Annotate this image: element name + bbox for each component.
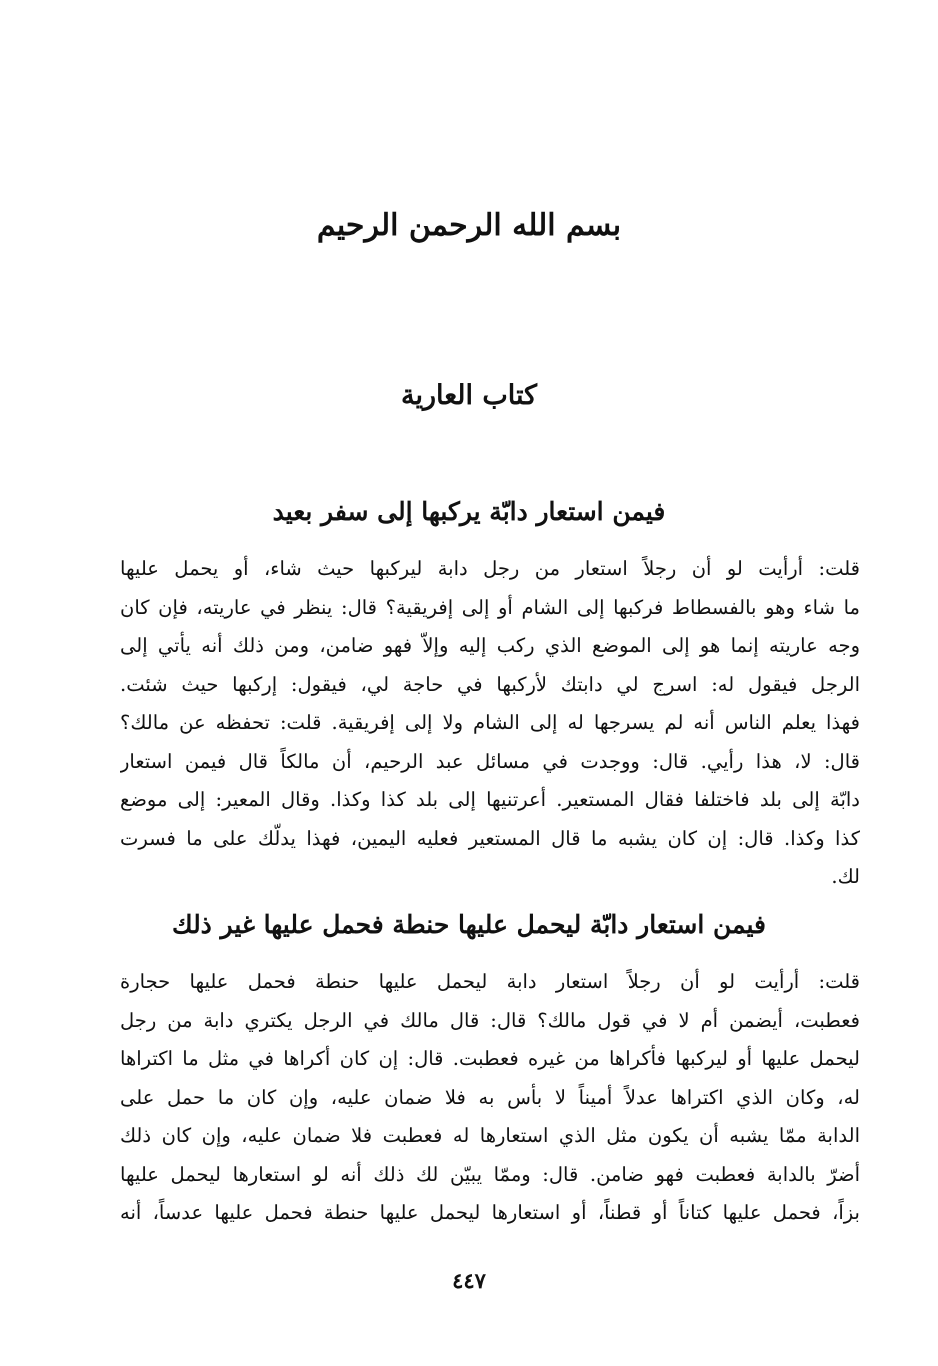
page-number: ٤٤٧ [452,1268,486,1293]
text-line: وجه عاريته إنما هو إلى الموضع الذي ركب إليه وإلاّ فهو ضامن، ومن ذلك أنه يأتي إلى [120,634,860,657]
section-body [120,963,860,1233]
text-line: الرجل فيقول له: اسرج لي دابتك لأركبها في حاجة لي، فيقول: إركبها حيث شئت. [120,672,860,696]
text-line: الدابة ممّا يشبه أن يكون مثل الذي استعارها له فعطبت فلا ضمان عليه، وإن كان ذلك [120,1124,860,1147]
text-line: قلت: أرأيت لو أن رجلاً استعار من رجل دابة ليركبها حيث شاء، أو يحمل عليها [120,557,860,580]
text-line: فعطبت، أيضمن أم لا في قول مالك؟ قال: قال مالك في الرجل يكتري دابة من رجل [120,1008,860,1032]
text-line: بزاً، فحمل عليها كتاناً أو قطناً، أو استعارها ليحمل عليها حنطة فحمل عليها عدساً، أنه [120,1201,860,1224]
text-line: ما شاء وهو بالفسطاط فركبها إلى الشام أو إلى إفريقية؟ قال: ينظر في عاريته، فإن كان [120,595,860,619]
text-line: كذا وكذا. قال: إن كان يشبه ما قال المستعير فعليه اليمين، فهذا يدلّك على ما فسرت [120,826,860,850]
section-heading: فيمن استعار دابّة يركبها إلى سفر بعيد [272,497,666,526]
text-line: قال: لا، هذا رأيي. قال: ووجدت في مسائل عبد الرحيم، أن مالكاً قال فيمن استعار [120,749,860,773]
section-body [120,550,860,897]
basmala: بسم الله الرحمن الرحيم [316,208,622,243]
section-heading: فيمن استعار دابّة ليحمل عليها حنطة فحمل عليها غير ذلك [172,910,766,939]
text-line: أضرّ بالدابة فعطبت فهو ضامن. قال: وممّا يبيّن لك ذلك أنه لو استعارها ليحمل عليها [120,1162,860,1186]
text-line: له، وكان الذي اكتراها عدلاً أميناً لا بأس به فلا ضمان عليه، وإن كان ما حمل على [120,1085,860,1109]
text-line: دابّة إلى بلد فاختلفا فقال المستعير. أعرتنيها إلى بلد كذا وكذا. وقال المعير: إلى موضع [120,788,860,811]
text-line: لك. [831,865,860,888]
text-line: قلت: أرأيت لو أن رجلاً استعار دابة ليحمل عليها حنطة فحمل عليها حجارة [120,970,860,993]
book-title: كتاب العارية [400,380,538,411]
text-line: فهذا يعلم الناس أنه لم يسرجها له إلى الشام ولا إلى إفريقية. قلت: تحفظه عن مالك؟ [120,711,860,734]
text-line: ليحمل عليها أو ليركبها فأكراها من غيره فعطبت. قال: إن كان أكراها في مثل ما اكتراها [120,1047,860,1070]
